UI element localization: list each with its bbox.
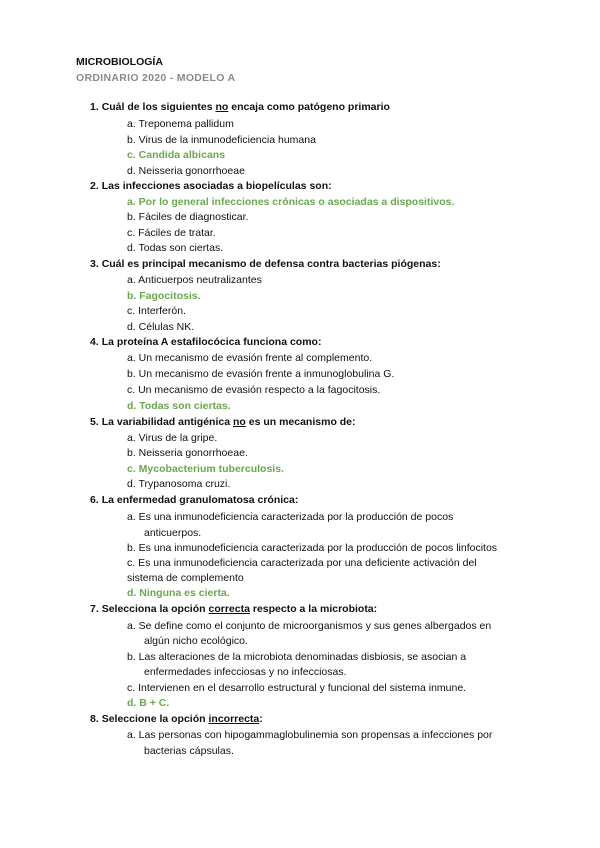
- question-7: 7. Selecciona la opción correcta respecto a la microbiota:: [90, 603, 378, 615]
- q6-option-b: b. Es una inmunodeficiencia caracterizada por la producción de pocos linfocitos: [127, 542, 498, 554]
- q4-option-c: c. Un mecanismo de evasión respecto a la fagocitosis.: [127, 384, 381, 396]
- q5-option-b: b. Neisseria gonorrhoeae.: [127, 447, 248, 459]
- q1-option-c-correct: c. Candida albicans: [127, 149, 226, 161]
- question-3: 3. Cuál es principal mecanismo de defensa contra bacterias piógenas:: [90, 258, 441, 270]
- q3-option-a: a. Anticuerpos neutralizantes: [127, 274, 262, 286]
- q1-option-b: b. Virus de la inmunodeficiencia humana: [127, 134, 316, 146]
- q4-option-b: b. Un mecanismo de evasión frente a inmunoglobulina G.: [127, 368, 395, 380]
- question-4: 4. La proteína A estafilocócica funciona como:: [90, 336, 322, 348]
- q5-option-d: d. Trypanosoma cruzi.: [127, 478, 231, 490]
- q6-option-c: c. Es una inmunodeficiencia caracterizada por una deficiente activación del: [127, 557, 477, 569]
- q2-option-c: c. Fáciles de tratar.: [127, 227, 216, 239]
- q7-option-d-correct: d. B + C.: [127, 697, 170, 709]
- q6-option-a-cont: anticuerpos.: [144, 527, 202, 539]
- q6-option-c-cont: sistema de complemento: [127, 572, 244, 584]
- q3-option-b-correct: b. Fagocitosis.: [127, 290, 201, 302]
- q7-option-c: c. Intervienen en el desarrollo estructural y funcional del sistema inmune.: [127, 682, 467, 694]
- q2-option-a-correct: a. Por lo general infecciones crónicas o asociadas a dispositivos.: [127, 196, 455, 208]
- q6-option-a: a. Es una inmunodeficiencia caracterizada por la producción de pocos: [127, 511, 454, 523]
- q3-option-d: d. Células NK.: [127, 321, 195, 333]
- q2-option-d: d. Todas son ciertas.: [127, 242, 224, 254]
- q1-option-d: d. Neisseria gonorrhoeae: [127, 165, 245, 177]
- q6-option-d-correct: d. Ninguna es cierta.: [127, 587, 230, 599]
- doc-title: MICROBIOLOGÍA: [76, 56, 163, 68]
- question-1: 1. Cuál de los siguientes no encaja como patógeno primario: [90, 101, 390, 113]
- q7-option-b: b. Las alteraciones de la microbiota denominadas disbiosis, se asocian a: [127, 651, 467, 663]
- q7-option-b-cont: enfermedades infecciosas y no infecciosas.: [144, 666, 347, 678]
- q1-option-a: a. Treponema pallidum: [127, 118, 234, 130]
- question-8: 8. Seleccione la opción incorrecta:: [90, 713, 263, 725]
- q4-option-d-correct: d. Todas son ciertas.: [127, 400, 231, 412]
- q2-option-b: b. Fáciles de diagnosticar.: [127, 211, 249, 223]
- q4-option-a: a. Un mecanismo de evasión frente al complemento.: [127, 352, 373, 364]
- question-2: 2. Las infecciones asociadas a biopelículas son:: [90, 180, 332, 192]
- q8-option-a-cont: bacterias cápsulas.: [144, 745, 234, 757]
- question-5: 5. La variabilidad antigénica no es un mecanismo de:: [90, 416, 356, 428]
- q5-option-a: a. Virus de la gripe.: [127, 432, 218, 444]
- q8-option-a: a. Las personas con hipogammaglobulinemia son propensas a infecciones por: [127, 729, 493, 741]
- q5-option-c-correct: c. Mycobacterium tuberculosis.: [127, 463, 284, 475]
- doc-subtitle: ORDINARIO 2020 - MODELO A: [76, 72, 236, 84]
- q3-option-c: c. Interferón.: [127, 305, 186, 317]
- question-6: 6. La enfermedad granulomatosa crónica:: [90, 494, 299, 506]
- q7-option-a: a. Se define como el conjunto de microorganismos y sus genes albergados en: [127, 620, 492, 632]
- q7-option-a-cont: algún nicho ecológico.: [144, 635, 248, 647]
